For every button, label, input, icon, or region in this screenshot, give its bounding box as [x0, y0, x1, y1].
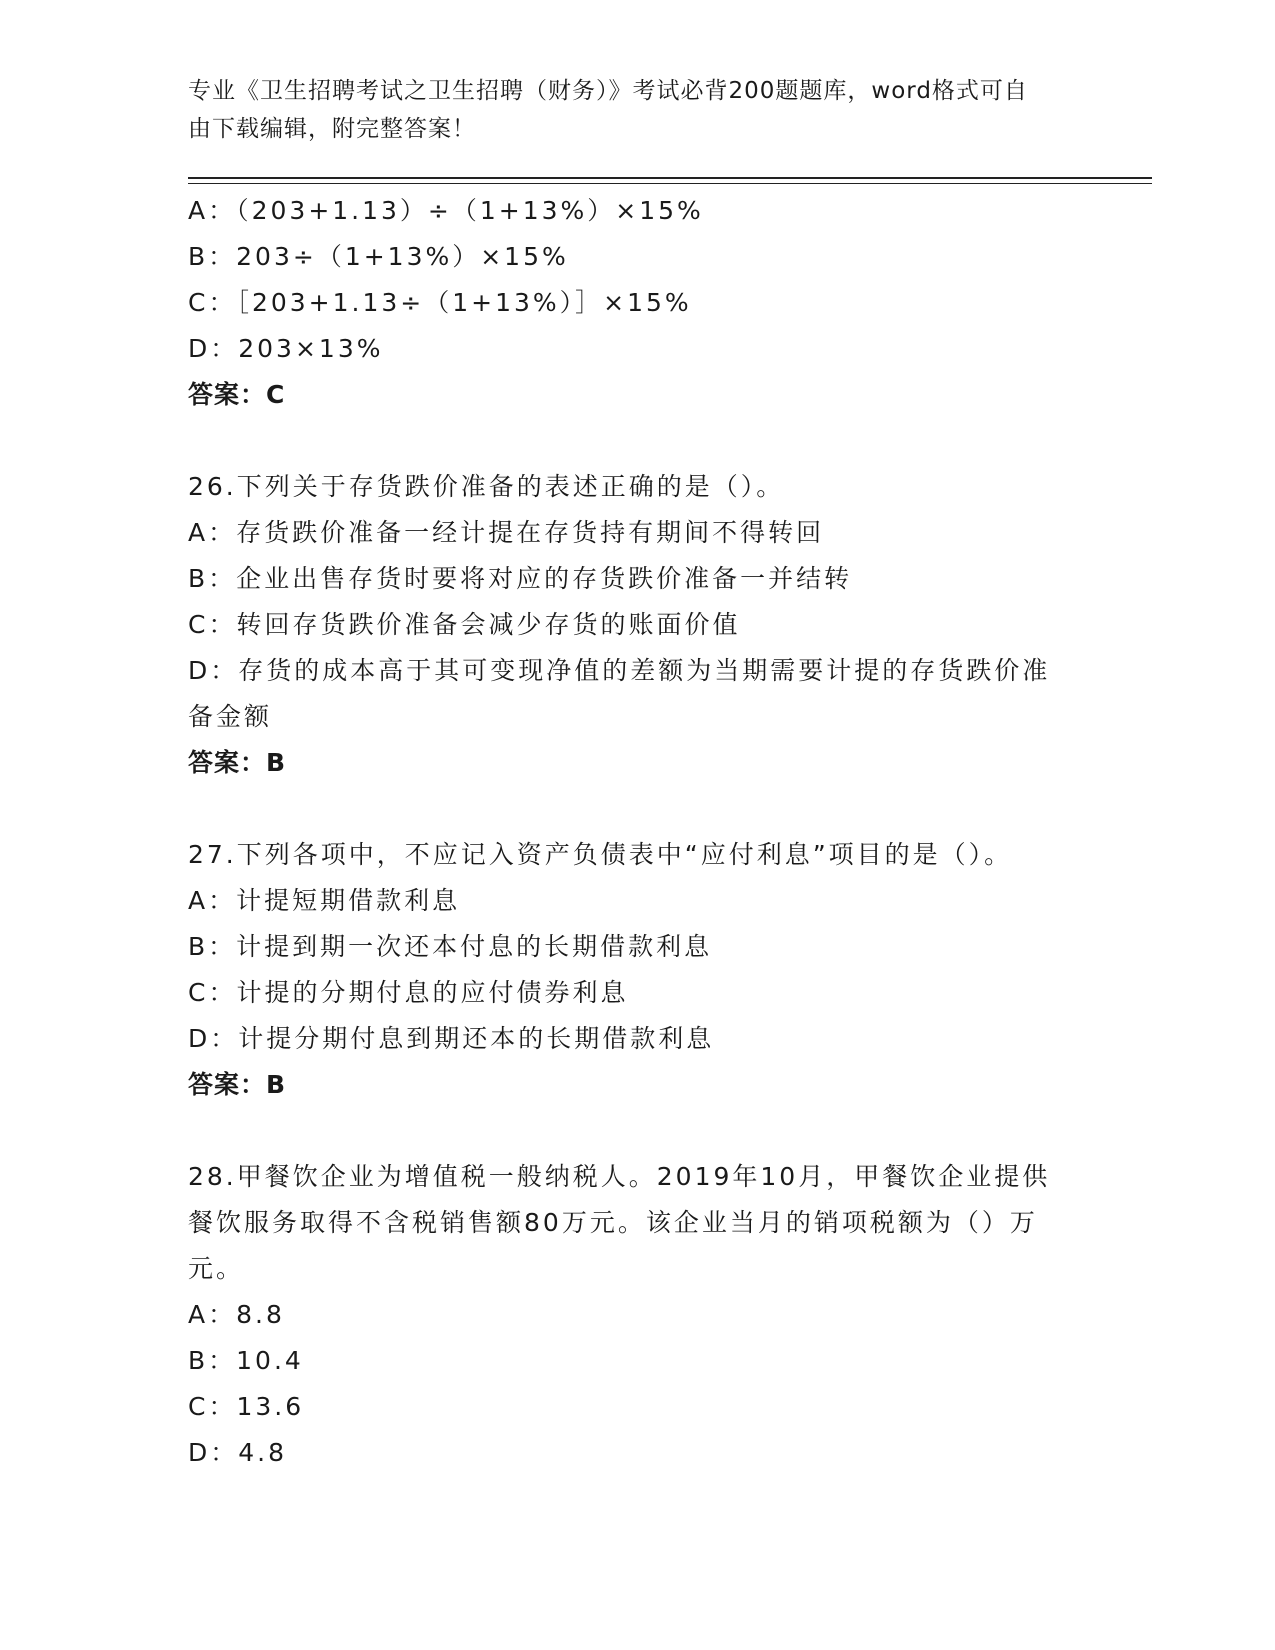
option-d: D：计提分期付息到期还本的长期借款利息	[188, 1024, 715, 1053]
answer-line: 答案：B	[188, 1070, 287, 1099]
question-stem-line-2: 餐饮服务取得不含税销售额80万元。该企业当月的销项税额为（）万	[188, 1208, 1038, 1237]
spacer	[188, 418, 1088, 464]
question-27	[188, 832, 1088, 1108]
header-divider-thick	[188, 177, 1152, 179]
option-b: B：203÷（1+13%）×15%	[188, 242, 569, 271]
question-25-continued	[188, 188, 1088, 418]
option-a: A：计提短期借款利息	[188, 886, 461, 915]
option-d: D：203×13%	[188, 334, 384, 363]
document-header	[188, 72, 1088, 148]
option-a: A：存货跌价准备一经计提在存货持有期间不得转回	[188, 518, 825, 547]
document-title-line-2: 由下载编辑，附完整答案！	[188, 116, 476, 142]
document-body	[188, 188, 1088, 1476]
header-divider-thin	[188, 183, 1152, 184]
question-26	[188, 464, 1088, 786]
document-title-line-1: 专业《卫生招聘考试之卫生招聘（财务）》考试必背200题题库，word格式可自	[188, 78, 1028, 104]
answer-line: 答案：C	[188, 380, 286, 409]
option-c: C：13.6	[188, 1392, 305, 1421]
question-stem: 26.下列关于存货跌价准备的表述正确的是（）。	[188, 472, 785, 501]
option-c: C：转回存货跌价准备会减少存货的账面价值	[188, 610, 741, 639]
option-d: D：4.8	[188, 1438, 288, 1467]
option-a: A：8.8	[188, 1300, 285, 1329]
spacer	[188, 1108, 1088, 1154]
question-28	[188, 1154, 1088, 1476]
option-d: D：存货的成本高于其可变现净值的差额为当期需要计提的存货跌价准	[188, 656, 1051, 685]
option-d-continued: 备金额	[188, 702, 273, 731]
option-a: A：（203+1.13）÷（1+13%）×15%	[188, 196, 704, 225]
answer-line: 答案：B	[188, 748, 287, 777]
option-c: C：［203+1.13÷（1+13%）］×15%	[188, 288, 692, 317]
question-stem-line-3: 元。	[188, 1254, 245, 1283]
option-b: B：10.4	[188, 1346, 304, 1375]
option-b: B：计提到期一次还本付息的长期借款利息	[188, 932, 713, 961]
option-b: B：企业出售存货时要将对应的存货跌价准备一并结转	[188, 564, 853, 593]
question-stem-line-1: 28.甲餐饮企业为增值税一般纳税人。2019年10月，甲餐饮企业提供	[188, 1162, 1051, 1191]
option-c: C：计提的分期付息的应付债券利息	[188, 978, 629, 1007]
spacer	[188, 786, 1088, 832]
question-stem: 27.下列各项中，不应记入资产负债表中“应付利息”项目的是（）。	[188, 840, 1013, 869]
